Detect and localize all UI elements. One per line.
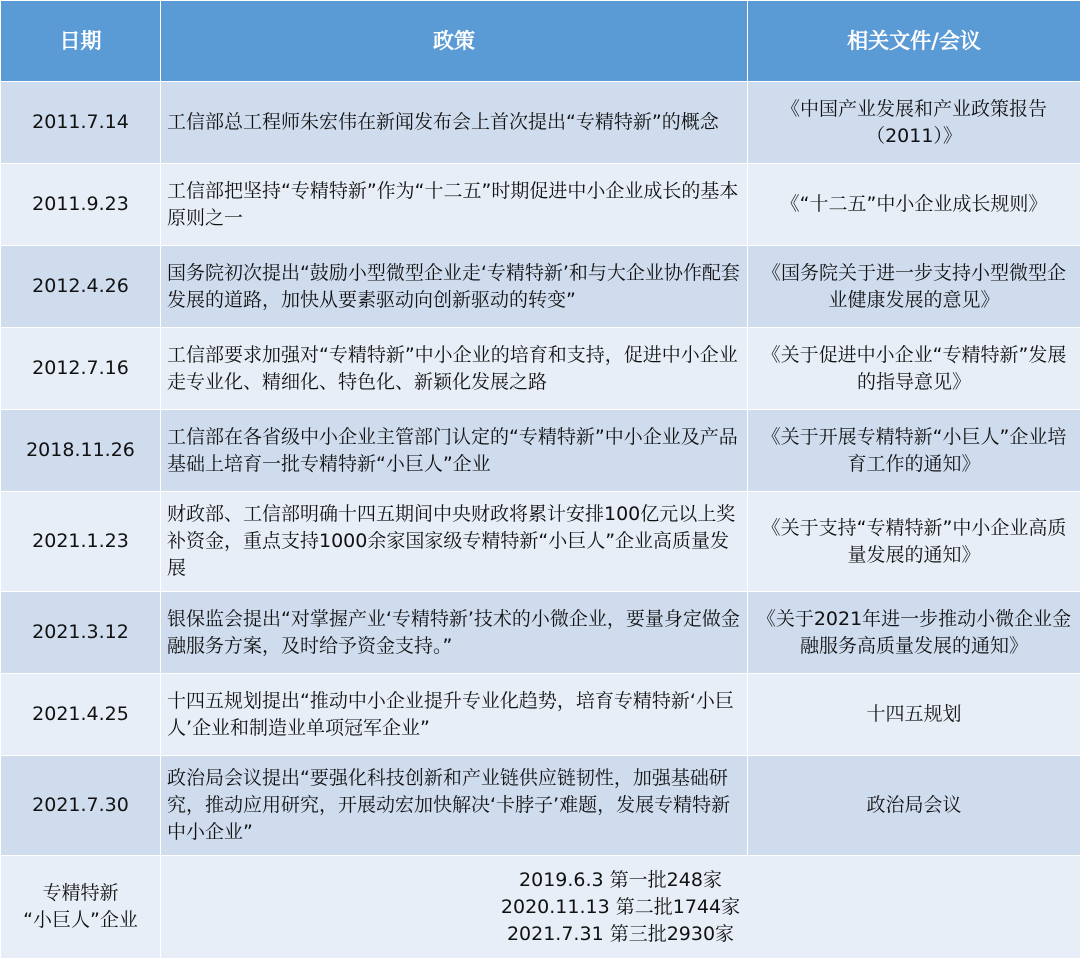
- table-row: [1, 492, 1080, 592]
- table-row: [1, 246, 1080, 328]
- row-document: 《国务院关于进一步支持小型微型企业健康发展的意见》: [748, 246, 1080, 328]
- table-row: [1, 410, 1080, 492]
- row-policy: 工信部要求加强对“专精特新”中小企业的培育和支持，促进中小企业走专业化、精细化、特色化、新颖化发展之路: [161, 328, 748, 410]
- row-policy: 政治局会议提出“要强化科技创新和产业链供应链韧性，加强基础研究，推动应用研究，开展动宏加快解决‘卡脖子’难题，发展专精特新中小企业”: [161, 756, 748, 856]
- header-document: 相关文件/会议: [748, 1, 1080, 82]
- table-row: [1, 674, 1080, 756]
- row-date: 2011.9.23: [1, 164, 161, 246]
- row-policy: 工信部在各省级中小企业主管部门认定的“专精特新”中小企业及产品基础上培育一批专精特新“小巨人”企业: [161, 410, 748, 492]
- table-row: [1, 592, 1080, 674]
- row-date: 2021.7.30: [1, 756, 161, 856]
- batch-item: 2021.7.31 第三批2930家: [167, 921, 1074, 948]
- row-policy: 国务院初次提出“鼓励小型微型企业走‘专精特新’和与大企业协作配套发展的道路，加快从要素驱动向创新驱动的转变”: [161, 246, 748, 328]
- row-document: 《关于支持“专精特新”中小企业高质量发展的通知》: [748, 492, 1080, 592]
- table-row: [1, 328, 1080, 410]
- row-date: 2021.3.12: [1, 592, 161, 674]
- row-date: 2021.4.25: [1, 674, 161, 756]
- row-date: 2011.7.14: [1, 82, 161, 164]
- giant-label-line: “小巨人”企业: [7, 907, 154, 934]
- table-row: [1, 756, 1080, 856]
- row-policy: 工信部把坚持“专精特新”作为“十二五”时期促进中小企业成长的基本原则之一: [161, 164, 748, 246]
- header-row: [1, 1, 1080, 82]
- row-date: 2018.11.26: [1, 410, 161, 492]
- row-document: 十四五规划: [748, 674, 1080, 756]
- row-document: 《关于2021年进一步推动小微企业金融服务高质量发展的通知》: [748, 592, 1080, 674]
- row-policy: 十四五规划提出“推动中小企业提升专业化趋势，培育专精特新‘小巨人’企业和制造业单项冠军企业”: [161, 674, 748, 756]
- header-date: 日期: [1, 1, 161, 82]
- row-document: 政治局会议: [748, 756, 1080, 856]
- row-document: 《关于开展专精特新“小巨人”企业培育工作的通知》: [748, 410, 1080, 492]
- header-policy: 政策: [161, 1, 748, 82]
- giant-batches: [161, 856, 1080, 959]
- row-date: 2012.7.16: [1, 328, 161, 410]
- giant-label-line: 专精特新: [7, 880, 154, 907]
- row-policy: 工信部总工程师朱宏伟在新闻发布会上首次提出“专精特新”的概念: [161, 82, 748, 164]
- table-row: [1, 82, 1080, 164]
- giant-row: [1, 856, 1080, 959]
- row-document: 《“十二五”中小企业成长规则》: [748, 164, 1080, 246]
- row-date: 2012.4.26: [1, 246, 161, 328]
- table-row: [1, 164, 1080, 246]
- row-document: 《关于促进中小企业“专精特新”发展的指导意见》: [748, 328, 1080, 410]
- row-policy: 银保监会提出“对掌握产业‘专精特新’技术的小微企业，要量身定做金融服务方案，及时给予资金支持。”: [161, 592, 748, 674]
- batch-item: 2020.11.13 第二批1744家: [167, 894, 1074, 921]
- giant-label: [1, 856, 161, 959]
- row-document: 《中国产业发展和产业政策报告（2011）》: [748, 82, 1080, 164]
- row-policy: 财政部、工信部明确十四五期间中央财政将累计安排100亿元以上奖补资金，重点支持1000余家国家级专精特新“小巨人”企业高质量发展: [161, 492, 748, 592]
- batch-item: 2019.6.3 第一批248家: [167, 867, 1074, 894]
- row-date: 2021.1.23: [1, 492, 161, 592]
